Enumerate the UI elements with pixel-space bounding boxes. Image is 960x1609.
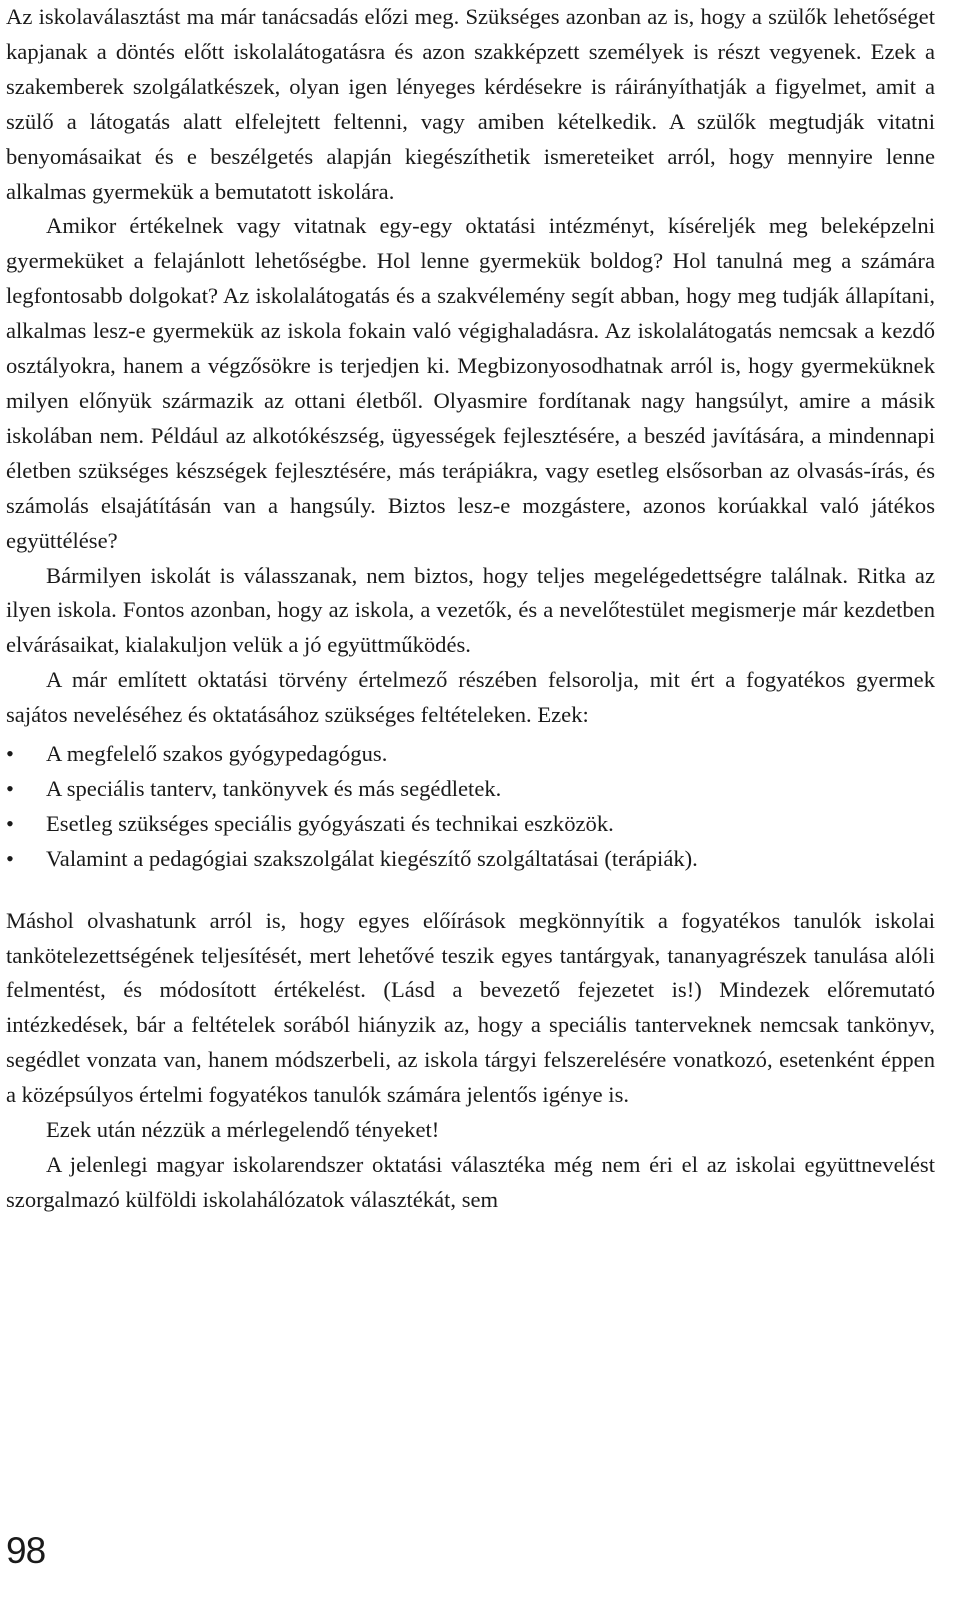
- paragraph-6: Ezek után nézzük a mérlegelendő tényeket!: [46, 1117, 440, 1143]
- bullet-icon: •: [6, 845, 14, 871]
- page-number: 98: [6, 1530, 46, 1571]
- bullet-icon: •: [6, 810, 14, 836]
- paragraph-2: Amikor értékelnek vagy vitatnak egy-egy oktatási intézményt, kíséreljék meg beleképzelni gyermeküket a felajánlott lehetőségbe. Hol lenne gyermekük boldog? Hol tanulná meg a számára legfontosabb dolgokat? Az iskolalátogatás és a szakvélemény segít abban, hogy meg tudják állapítani, alkalmas lesz-e gyermekük az iskola fokain való végighaladásra. Az iskolalátogatás nemcsak a kezdő osztályokra, hanem a végzősökre is terjedjen ki. Megbizonyosodhatnak arról is, hogy gyermeküknek milyen előnyük származik az ottani életből. Olyasmire fordítanak nagy hangsúlyt, amire a másik iskolában nem. Például az alkotókészség, ügyességek fejlesztésére, a beszéd javítására, a mindennapi életben szükséges készségek fejlesztésére, más terápiákra, vagy esetleg elsősorban az olvasás-írás, és számolás elsajátításán van a hangsúly. Biztos lesz-e mozgástere, azonos korúakkal való játékos együttélése?: [6, 213, 935, 553]
- list-item-text: Esetleg szükséges speciális gyógyászati és technikai eszközök.: [46, 810, 614, 836]
- list-item-text: Valamint a pedagógiai szakszolgálat kiegészítő szolgáltatásai (terápiák).: [46, 845, 698, 871]
- bullet-icon: •: [6, 741, 14, 767]
- list-item: [6, 737, 935, 772]
- list-item: [6, 807, 935, 842]
- list-item: [6, 772, 935, 807]
- paragraph-4: A már említett oktatási törvény értelmező részében felsorolja, mit ért a fogyatékos gyermek sajátos neveléséhez és oktatásához szükséges feltételeken. Ezek:: [6, 667, 935, 728]
- section-gap: [6, 877, 935, 904]
- list-item-text: A speciális tanterv, tankönyvek és más segédletek.: [46, 775, 502, 801]
- requirements-list: [6, 737, 935, 877]
- list-item-text: A megfelelő szakos gyógypedagógus.: [46, 741, 388, 767]
- paragraph-5: Máshol olvashatunk arról is, hogy egyes előírások megkönnyítik a fogyatékos tanulók iskolai tankötelezettségének teljesítését, mert lehetővé teszik egyes tantárgyak, tananyagrészek tanulása alóli felmentést, és módosított értékelést. (Lásd a bevezető fejezetet is!) Mindezek előremutató intézkedések, bár a feltételek sorából hiányzik az, hogy a speciális tanterveknek nemcsak tankönyv, segédlet vonzata van, hanem módszerbeli, az iskola tárgyi felszerelésére vonatkozó, esetenként éppen a középsúlyos értelmi fogyatékos tanulók számára jelentős igénye is.: [6, 907, 935, 1108]
- paragraph-1: Az iskolaválasztást ma már tanácsadás előzi meg. Szükséges azonban az is, hogy a szülők lehetőséget kapjanak a döntés előtt iskolalátogatásra és azon szakképzett személyek is részt vegyenek. Ezek a szakemberek szolgálatkészek, olyan igen lényeges kérdésekre is ráirányíthatják a figyelmet, amit a szülő a látogatás alatt elfelejtett feltenni, vagy amiben kételkedik. A szülők megtudják vitatni benyomásaikat és e beszélgetés alapján kiegészíthetik ismereteiket arról, hogy mennyire lenne alkalmas gyermekük a bemutatott iskolára.: [6, 4, 935, 204]
- document-page: [6, 0, 935, 1218]
- paragraph-3: Bármilyen iskolát is válasszanak, nem biztos, hogy teljes megelégedettségre találnak. Ritka az ilyen iskola. Fontos azonban, hogy az iskola, a vezetők, és a nevelőtestület megismerje már kezdetben elvárásaikat, kialakuljon velük a jó együttműködés.: [6, 562, 935, 658]
- paragraph-7: A jelenlegi magyar iskolarendszer oktatási választéka még nem éri el az iskolai együttnevelést szorgalmazó külföldi iskolahálózatok választékát, sem: [6, 1152, 935, 1212]
- list-item: [6, 842, 935, 877]
- bullet-icon: •: [6, 775, 14, 801]
